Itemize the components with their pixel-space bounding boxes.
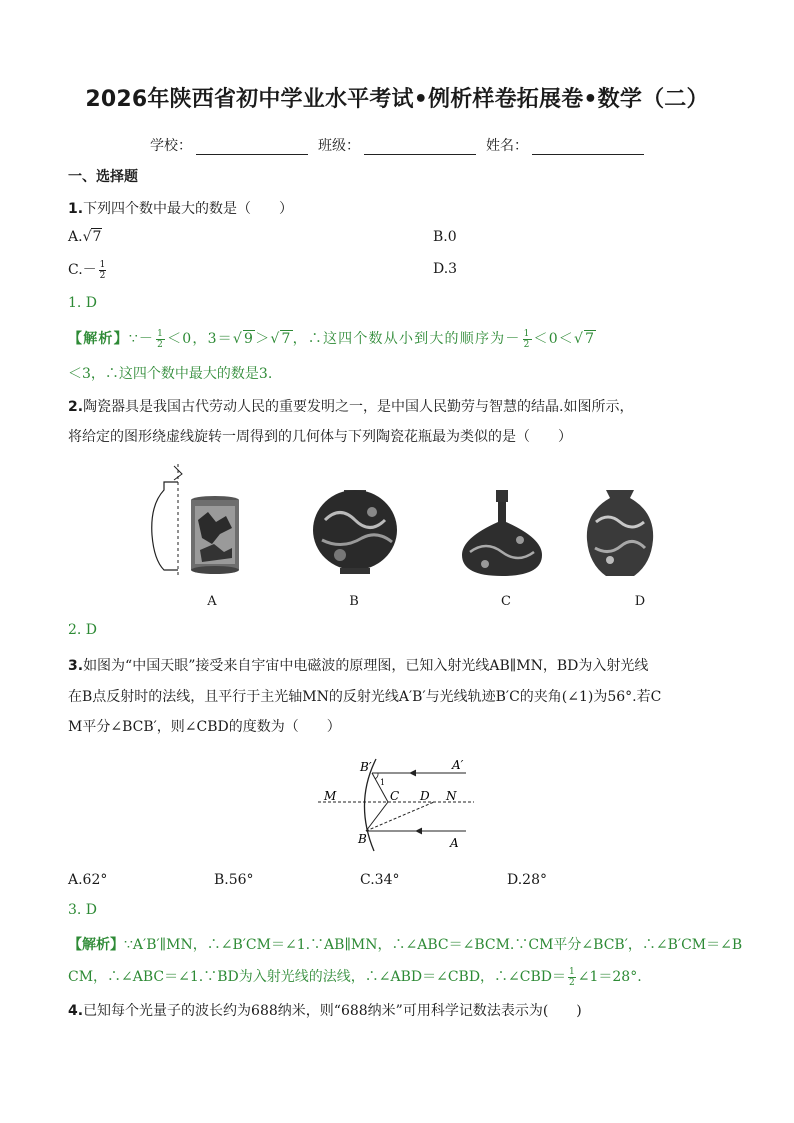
sqrt-9: √9 bbox=[232, 331, 255, 347]
fraction-half bbox=[99, 260, 107, 281]
school-label: 学校： bbox=[150, 138, 192, 154]
q3-explanation-text-1: ∵A′B′∥MN，∴∠B′CM＝∠1.∵AB∥MN，∴∠ABC＝∠BCM.∵CM平分∠BCB′，∴∠B′CM＝∠B bbox=[124, 937, 743, 953]
q2-answer: 2. D bbox=[68, 622, 98, 638]
school-blank bbox=[196, 140, 308, 155]
label-m: M bbox=[324, 789, 337, 803]
q4-text: 已知每个光量子的波长约为688纳米，则“688纳米”可用科学记数法表示为( ) bbox=[83, 1003, 582, 1019]
q2-label-b: B bbox=[349, 594, 359, 609]
class-field bbox=[318, 135, 476, 155]
exp-part: ＜0，3＝ bbox=[167, 331, 233, 347]
q2-label-a: A bbox=[207, 594, 217, 609]
school-field bbox=[150, 135, 308, 155]
label-b: B bbox=[358, 832, 367, 846]
q3-text-1: 如图为“中国天眼”接受来自宇宙中电磁波的原理图，已知入射光线AB∥MN，BD为入射光线 bbox=[83, 658, 649, 674]
q1-option-a-prefix: A. bbox=[68, 229, 83, 245]
q4-stem bbox=[68, 1000, 582, 1020]
q2-figure bbox=[140, 460, 680, 590]
q1-explanation-label: 【解析】 bbox=[68, 331, 129, 347]
fraction-half bbox=[156, 329, 165, 350]
vase-b-image bbox=[313, 490, 397, 574]
q3-answer: 3. D bbox=[68, 902, 98, 918]
class-blank bbox=[364, 140, 476, 155]
q2-label-c: C bbox=[501, 594, 511, 609]
sqrt-7: √7 bbox=[82, 229, 102, 245]
fraction-half bbox=[523, 329, 532, 350]
q1-stem bbox=[68, 198, 293, 218]
q3-explanation-text-2: CM，∴∠ABC＝∠1.∵BD为入射光线的法线，∴∠ABD＝∠CBD，∴∠CBD＝ bbox=[68, 969, 567, 985]
sqrt-radicand: 9 bbox=[244, 331, 255, 347]
frac-den: 2 bbox=[523, 339, 531, 350]
q3-option-a: A.62° bbox=[68, 872, 108, 888]
label-a-prime: A′ bbox=[452, 758, 464, 772]
q4-number: 4. bbox=[68, 1003, 84, 1019]
q1-option-c bbox=[68, 259, 108, 281]
rotation-profile-figure bbox=[152, 464, 182, 576]
sqrt-radicand: 7 bbox=[281, 331, 292, 347]
vase-cylinder-image bbox=[191, 496, 239, 574]
page-title: 2026年陕西省初中学业水平考试•例析样卷拓展卷•数学（二） bbox=[85, 87, 709, 112]
frac-den: 2 bbox=[569, 977, 575, 988]
q3-stem-line2: 在B点反射时的法线，且平行于主光轴MN的反射光线A′B′与光线轨迹B′C的夹角(∠1)为56°.若C bbox=[68, 689, 662, 705]
sqrt-radicand: 7 bbox=[585, 331, 596, 347]
label-angle-1: 1 bbox=[380, 778, 386, 787]
exp-part: ∵－ bbox=[128, 331, 155, 347]
name-blank bbox=[532, 140, 644, 155]
name-field bbox=[486, 135, 644, 155]
q3-explanation-line1 bbox=[68, 934, 742, 954]
q2-stem-line1 bbox=[68, 396, 634, 416]
q1-option-a bbox=[68, 229, 102, 245]
q1-answer: 1. D bbox=[68, 295, 98, 311]
q3-option-b: B.56° bbox=[214, 872, 254, 888]
q2-number: 2. bbox=[68, 399, 84, 415]
vase-d-image bbox=[587, 490, 653, 576]
q1-option-d: D.3 bbox=[433, 261, 458, 277]
frac-num: 1 bbox=[157, 328, 165, 339]
section-heading: 一、选择题 bbox=[68, 169, 138, 185]
q3-explanation-text-3: ∠1＝28°. bbox=[577, 969, 642, 985]
q3-explanation-line2 bbox=[68, 966, 642, 988]
label-c: C bbox=[390, 789, 400, 803]
q3-number: 3. bbox=[68, 658, 84, 674]
class-label: 班级： bbox=[318, 138, 360, 154]
frac-num: 1 bbox=[523, 328, 531, 339]
q3-stem-line3: M平分∠BCB′，则∠CBD的度数为（ ） bbox=[68, 719, 341, 735]
fraction-half bbox=[568, 967, 576, 988]
q2-label-d: D bbox=[634, 594, 646, 609]
label-b-prime: B′ bbox=[360, 760, 372, 774]
q3-explanation-label: 【解析】 bbox=[68, 937, 124, 953]
frac-den: 2 bbox=[99, 270, 106, 281]
normal-bd bbox=[366, 802, 434, 831]
sqrt-7-radicand: 7 bbox=[92, 229, 102, 245]
label-d: D bbox=[420, 789, 430, 803]
name-label: 姓名： bbox=[486, 138, 528, 154]
frac-num: 1 bbox=[99, 259, 106, 270]
q1-option-b: B.0 bbox=[433, 229, 457, 245]
q1-number: 1. bbox=[68, 201, 84, 217]
exp-part: ＜0＜ bbox=[533, 331, 575, 347]
q2-stem-line2: 将给定的图形绕虚线旋转一周得到的几何体与下列陶瓷花瓶最为类似的是（ ） bbox=[68, 429, 572, 445]
q3-optics-figure bbox=[316, 755, 476, 855]
q1-text: 下列四个数中最大的数是（ ） bbox=[83, 201, 294, 217]
label-a: A bbox=[450, 836, 459, 850]
frac-den: 2 bbox=[157, 339, 165, 350]
exp-part: ＞ bbox=[255, 331, 271, 347]
q1-explanation-line2: ＜3，∴这四个数中最大的数是3. bbox=[68, 366, 273, 382]
q3-stem-line1 bbox=[68, 655, 648, 675]
q1-explanation-line1 bbox=[68, 328, 596, 350]
frac-num: 1 bbox=[569, 966, 575, 977]
q2-text-1: 陶瓷器具是我国古代劳动人民的重要发明之一，是中国人民勤劳与智慧的结晶.如图所示， bbox=[83, 399, 634, 415]
label-n: N bbox=[446, 789, 457, 803]
sqrt-7: √7 bbox=[270, 331, 292, 347]
exp-part: ，∴这四个数从小到大的顺序为－ bbox=[292, 331, 521, 347]
vase-c-image bbox=[462, 490, 542, 576]
sqrt-7: √7 bbox=[574, 331, 596, 347]
q3-option-c: C.34° bbox=[360, 872, 400, 888]
q3-option-d: D.28° bbox=[507, 872, 547, 888]
q1-option-c-prefix: C.－ bbox=[68, 262, 97, 278]
